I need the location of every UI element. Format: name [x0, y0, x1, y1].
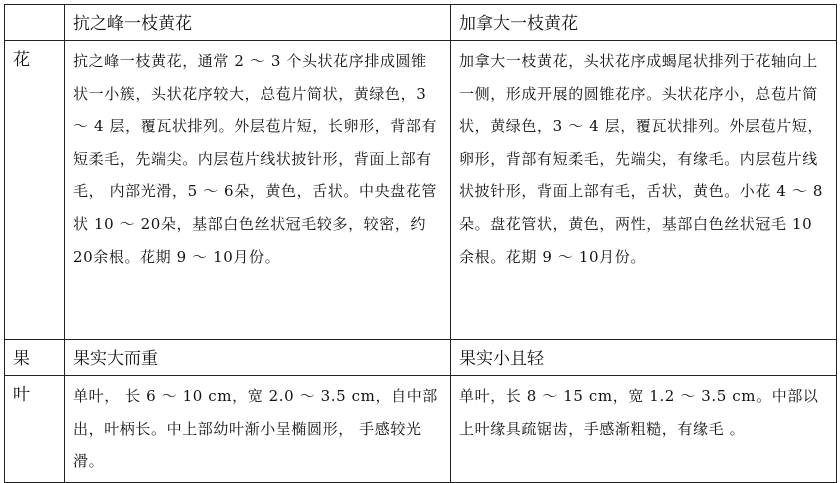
row-label-flower: 花 [5, 41, 65, 340]
table-row-fruit [5, 340, 837, 376]
cell-leaf-species-2: 单叶，长 8 ～ 15 cm，宽 1.2 ～ 3.5 cm。中部以上叶缘具疏锯齿，手感渐粗糙，有缘毛 。 [451, 376, 837, 483]
cell-fruit-species-2: 果实小且轻 [451, 340, 837, 376]
header-cell-species-1: 抗之峰一枝黄花 [65, 5, 451, 41]
comparison-table [4, 4, 837, 483]
table-header-row [5, 5, 837, 41]
cell-leaf-species-1: 单叶， 长 6 ～ 10 cm，宽 2.0 ～ 3.5 cm，自中部出，叶柄长。中上部幼叶渐小呈椭圆形， 手感较光滑。 [65, 376, 451, 483]
cell-fruit-species-1: 果实大而重 [65, 340, 451, 376]
cell-flower-species-2: 加拿大一枝黄花，头状花序成蝎尾状排列于花轴向上一侧，形成开展的圆锥花序。头状花序小，总苞片简状，黄绿色，3 ～ 4 层，覆瓦状排列。外层苞片短，卵形，背部有短柔毛，先端尖，有缘毛。内层苞片线状披针形，背面上部有毛，舌状，黄色。小花 4 ～ 8朵。盘花管状，黄色，两性，基部白色丝状冠毛 10 余根。花期 9 ～ 10月份。 [451, 41, 837, 340]
row-label-fruit: 果 [5, 340, 65, 376]
row-label-leaf: 叶 [5, 376, 65, 483]
table-row-flower [5, 41, 837, 340]
table-row-leaf [5, 376, 837, 483]
header-cell-empty [5, 5, 65, 41]
cell-flower-species-1: 抗之峰一枝黄花，通常 2 ～ 3 个头状花序排成圆锥状一小簇，头状花序较大，总苞片简状，黄绿色，3 ～ 4 层，覆瓦状排列。外层苞片短，长卵形，背部有短柔毛，先端尖。内层苞片线状披针形，背面上部有毛， 内部光滑，5 ～ 6朵，黄色，舌状。中央盘花管状 10 ～ 20朵，基部白色丝状冠毛较多，较密，约 20余根。花期 9 ～ 10月份。 [65, 41, 451, 340]
header-cell-species-2: 加拿大一枝黄花 [451, 5, 837, 41]
